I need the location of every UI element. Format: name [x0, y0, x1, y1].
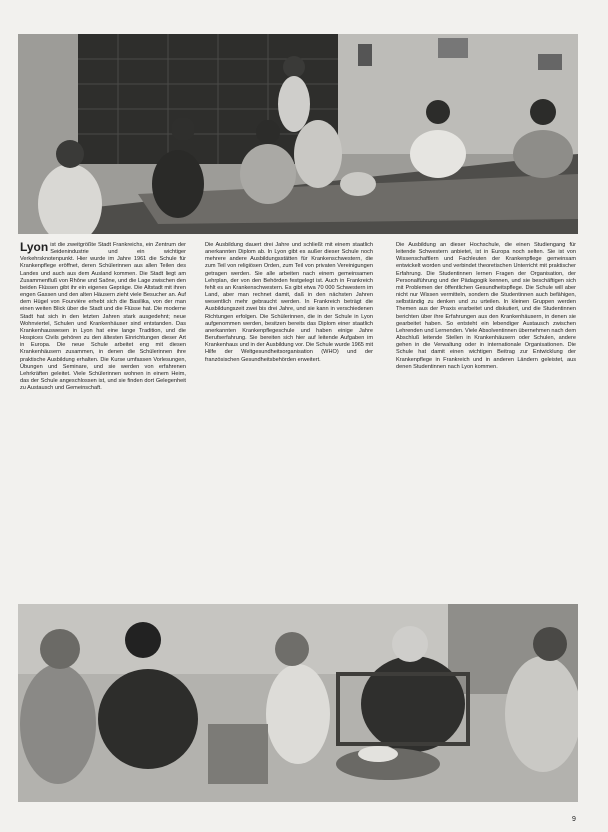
- column-3-text: Die Ausbildung an dieser Hochschule, die einen Studiengang für leitende Schwestern anbietet, ist in Europa noch selten. Sie ist von Wissenschaftlern und Fachleuten der Krankenpflege gemeinsam entwickelt worden und verbindet theoretischen Unterricht mit praktischer Erfahrung. Die Studentinnen lernen Fragen der Organisation, der Personalführung und der Pädagogik kennen, und sie beschäftigen sich mit Problemen der öffentlichen Gesundheitspflege. Die Schule will aber nicht nur Wissen vermitteln, sondern die Studentinnen auch befähigen, selbständig zu denken und zu urteilen. In kleinen Gruppen werden Themen aus der Praxis erarbeitet und diskutiert, und die Studentinnen berichten über ihre Erfahrungen aus den Krankenhäusern, in denen sie gearbeitet haben. So entsteht ein lebendiger Austausch zwischen Lehrenden und Lernenden. Viele Absolventinnen übernehmen nach dem Abschluß leitende Stellen in Krankenhäusern oder Schulen, andere gehen in die Verwaltung oder in internationale Organisationen. Die Schule hat damit einen wichtigen Beitrag zur Entwicklung der Krankenpflege in Frankreich und in anderen Ländern geleistet, aus denen Studentinnen nach Lyon kommen.: [396, 242, 576, 370]
- article-column-3: [396, 242, 576, 371]
- classroom-photo: [18, 34, 578, 234]
- lead-word: Lyon: [20, 240, 49, 254]
- page-number: 9: [572, 816, 576, 823]
- article-column-1: [20, 242, 186, 392]
- article-column-2: [205, 242, 373, 364]
- lounge-photo: [18, 604, 578, 802]
- column-2-text: Die Ausbildung dauert drei Jahre und schließt mit einem staatlich anerkannten Diplom ab. In Lyon gibt es außer dieser Schule noch mehrere andere Ausbildungsstätten für Krankenschwestern, die zum Teil von religiösen Orden, zum Teil von privaten Vereinigungen getragen werden. Sie alle arbeiten nach einem gemeinsamen Lehrplan, der von den Behörden festgelegt ist. Auch in Frankreich fehlt es an Krankenschwestern. Es gibt etwa 70 000 Schwestern im Land, aber man rechnet damit, daß in den nächsten Jahren wesentlich mehr gebraucht werden. In Frankreich beträgt die Ausbildungszeit zwei bis drei Jahre, und sie kann in verschiedenen Richtungen erfolgen. Die Schülerinnen, die in der Schule in Lyon aufgenommen werden, besitzen bereits das Diplom einer staatlich anerkannten Krankenpflegeschule und haben einige Jahre Berufserfahrung. Sie bereiten sich hier auf leitende Aufgaben im Krankenhaus und in der Ausbildung vor. Die Schule wurde 1965 mit Hilfe der Weltgesundheitsorganisation (WHO) und der französischen Gesundheitsbehörden erweitert.: [205, 242, 373, 363]
- column-1-text: ist die zweitgrößte Stadt Frankreichs, ein Zentrum der Seidenindustrie und ein wichtiger Verkehrsknotenpunkt. Hier wurde im Jahre 1961 die Schule für Krankenpflege eröffnet, deren Schülerinnen aus allen Teilen des Landes und auch aus dem Ausland kommen. Die Stadt liegt am Zusammenfluß von Rhône und Saône, und die Lage zwischen den beiden Flüssen gibt ihr ein eigenes Gepräge. Die Altstadt mit ihren engen Gassen und den alten Häusern zieht viele Besucher an. Auf dem Hügel von Fourvière erhebt sich die Basilika, von der man einen weiten Blick über die Stadt und die Flüsse hat. Die moderne Stadt hat sich in den letzten Jahren stark ausgedehnt; neue Wohnviertel, Schulen und Krankenhäuser sind entstanden. Das Krankenhauswesen in Lyon hat eine lange Tradition, und die Hospices Civils gehören zu den ältesten Einrichtungen dieser Art in Europa. Die neue Schule arbeitet eng mit diesen Krankenhäusern zusammen, in denen die Schülerinnen ihre praktische Ausbildung erhalten. Die Kurse umfassen Vorlesungen, Übungen und Seminare, und sie werden von erfahrenen Lehrkräften geleitet. Viele Schülerinnen wohnen in einem Heim, das der Schule angeschlossen ist, und sie finden dort Gelegenheit zu Austausch und Gemeinschaft.: [20, 242, 186, 392]
